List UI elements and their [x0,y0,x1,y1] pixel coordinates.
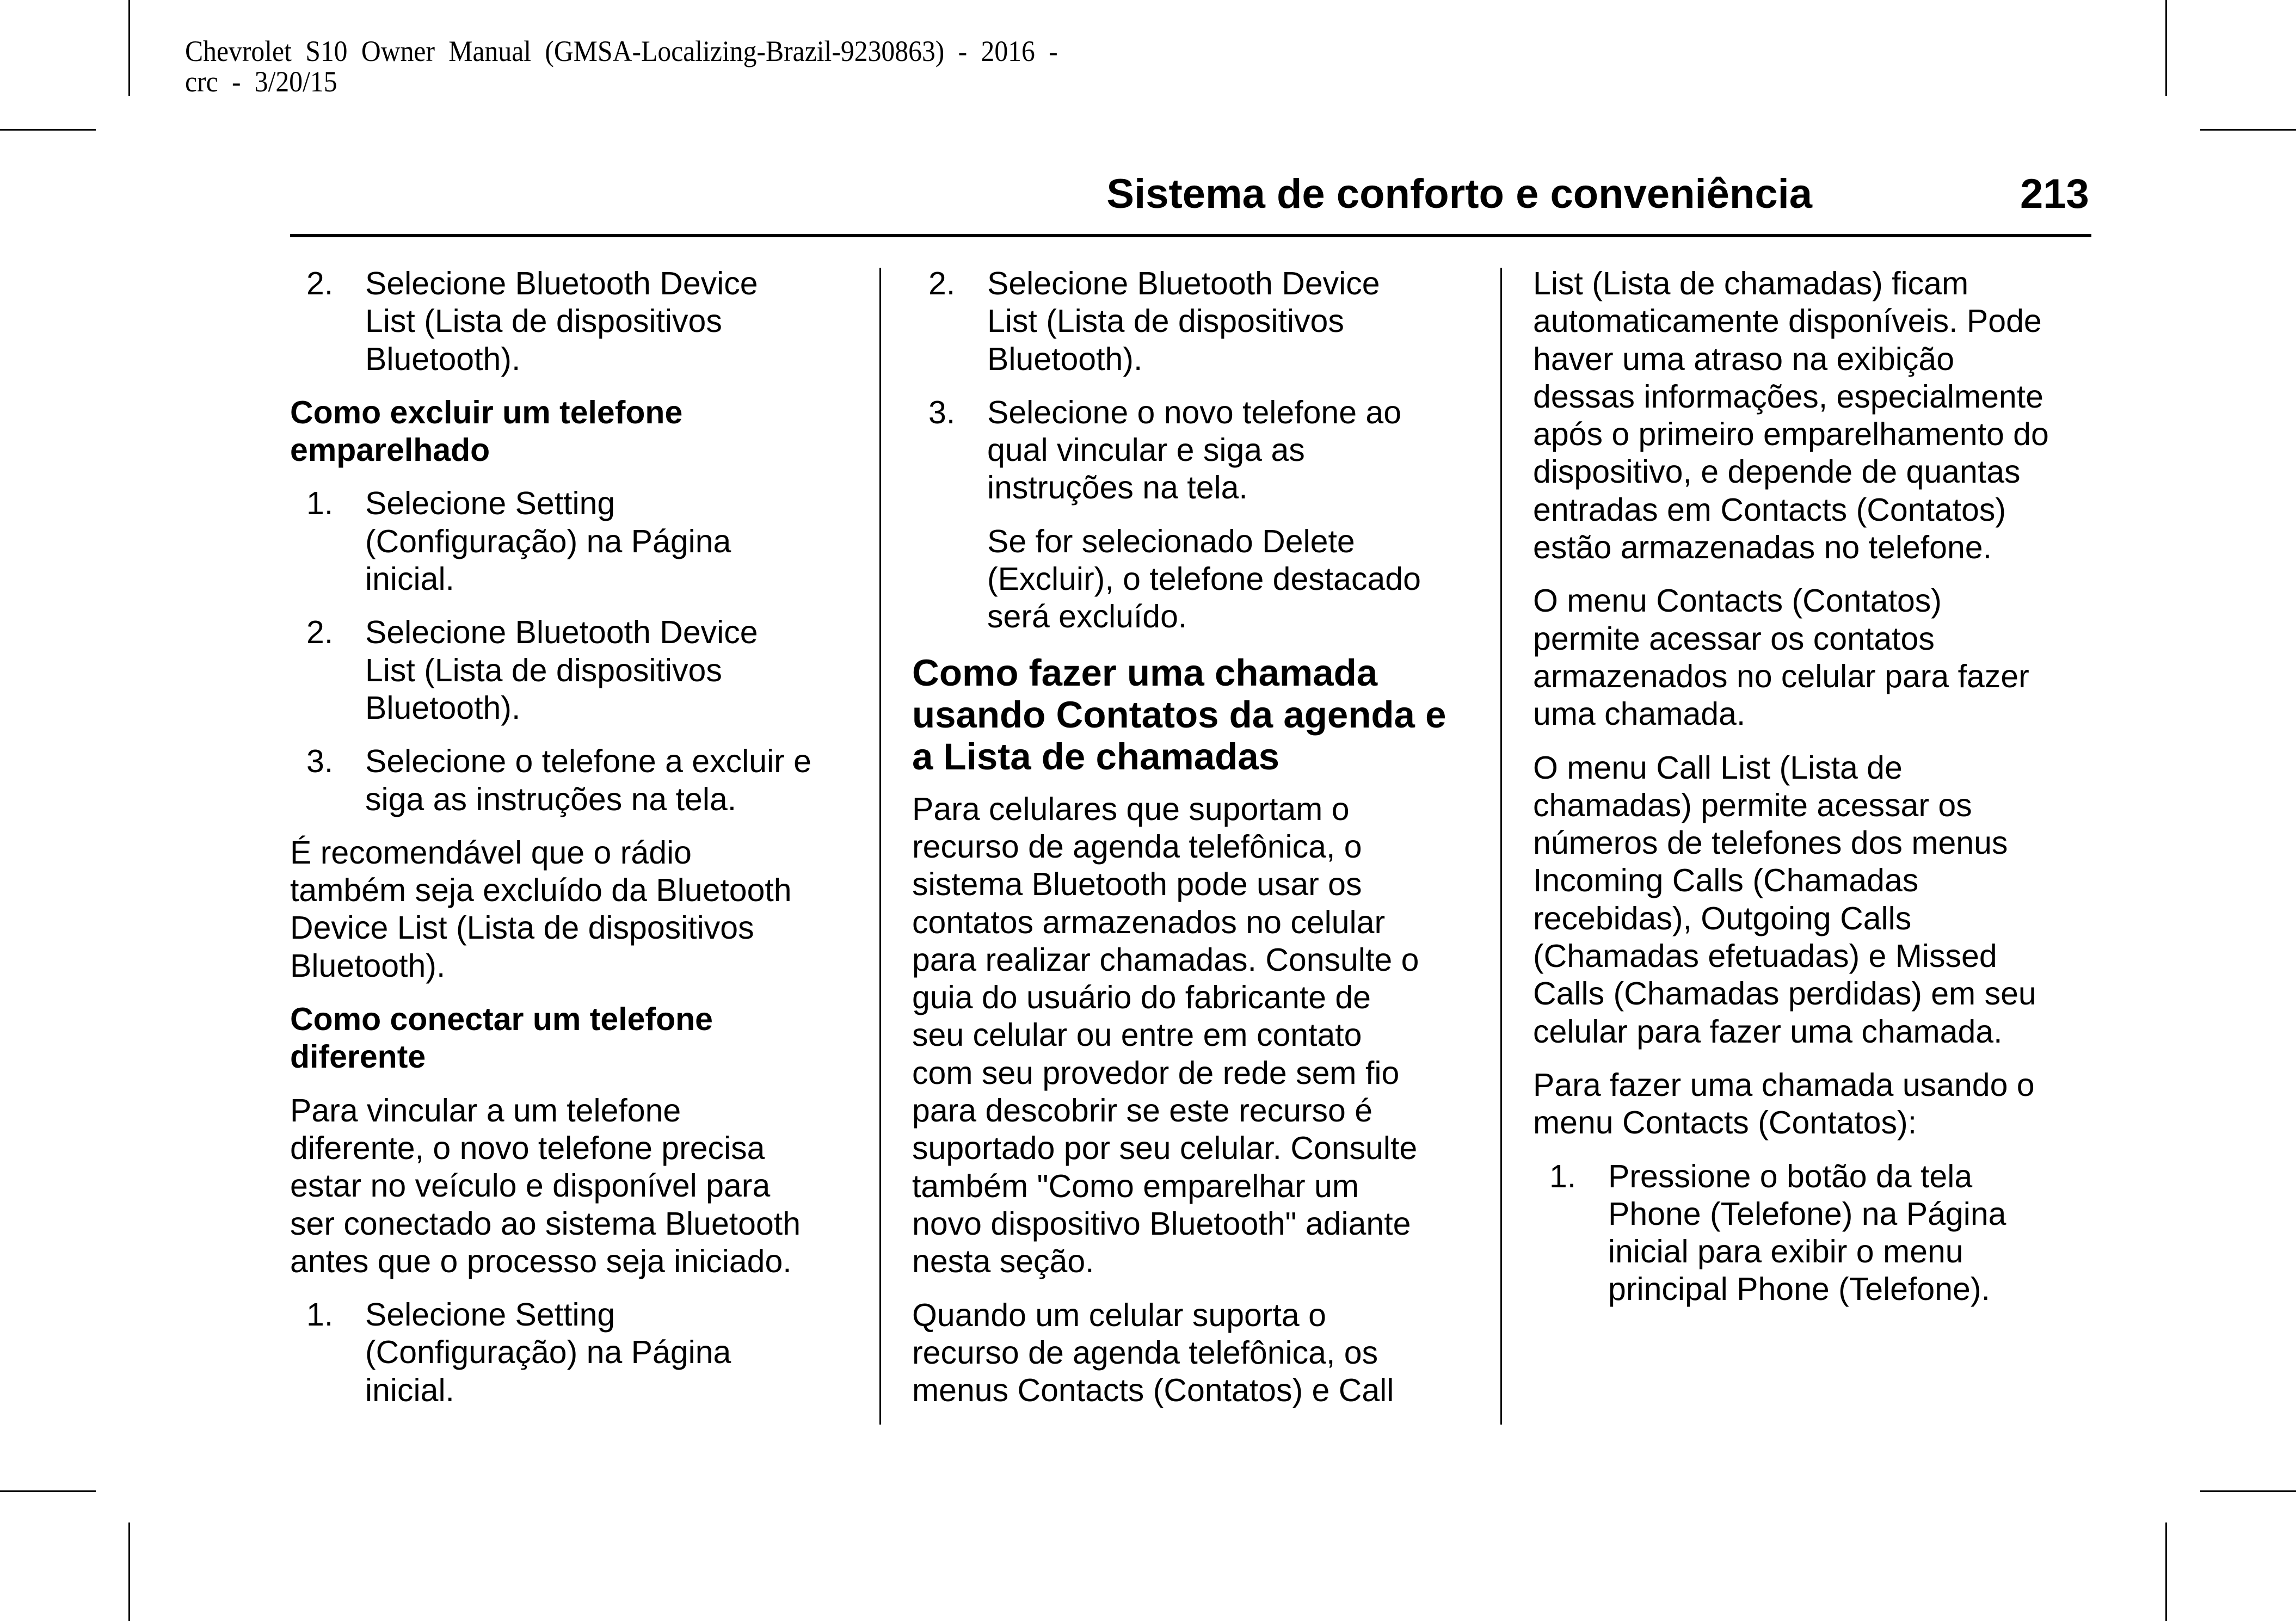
header-rule [290,234,2091,237]
list-item [290,265,878,378]
document-info-line1: Chevrolet S10 Owner Manual (GMSA-Localizing-Brazil-9230863) - 2016 - [185,35,1058,67]
indented-paragraph [912,523,1500,636]
column-divider [879,268,881,1425]
text-line: nesta seção. [912,1243,1094,1280]
column-2 [912,265,1500,1425]
text-line: dispositivo, e depende de quantas [1533,454,2021,490]
text-line: armazenados no celular para fazer [1533,658,2029,694]
text-line: com seu provedor de rede sem fio [912,1055,1400,1091]
text-line: Se for selecionado Delete [987,523,1355,559]
crop-mark [2165,1523,2167,1621]
text-line: Bluetooth). [365,341,521,377]
text-line: Selecione Bluetooth Device [365,266,758,301]
text-line: novo dispositivo Bluetooth" adiante [912,1205,1411,1242]
text-line: Selecione Bluetooth Device [987,266,1380,301]
text-line: usando Contatos da agenda e [912,693,1446,736]
text-line: Quando um celular suporta o [912,1297,1326,1333]
text-line: Como fazer uma chamada [912,651,1378,694]
text-line: Device List (Lista de dispositivos [290,910,754,946]
list-number: 1. [1549,1158,1577,1194]
crop-mark [0,1490,96,1492]
subheading [290,1001,878,1076]
section-title: Sistema de conforto e conveniência [1106,171,1812,217]
paragraph [290,834,878,985]
text-line: Phone (Telefone) na Página [1608,1195,2006,1232]
list-number: 1. [306,1297,334,1333]
crop-mark [2200,1490,2296,1492]
list-number: 1. [306,485,334,522]
text-line: permite acessar os contatos [1533,620,1935,657]
text-line: recurso de agenda telefônica, o [912,828,1362,865]
column-divider [1500,268,1502,1425]
text-line: também seja excluído da Bluetooth [290,872,792,909]
text-line: List (Lista de chamadas) ficam [1533,266,1969,301]
subheading [290,394,878,470]
text-line: será excluído. [987,599,1187,635]
text-line: chamadas) permite acessar os [1533,787,1972,823]
column-1 [290,265,878,1425]
text-line: (Configuração) na Página [365,523,731,559]
crop-mark [128,0,130,96]
section-heading [912,652,1500,778]
text-line: Selecione Setting [365,485,615,522]
paragraph [290,1092,878,1280]
list-number: 2. [928,266,956,301]
text-line: estar no veículo e disponível para [290,1168,771,1204]
text-line: O menu Contacts (Contatos) [1533,583,1942,619]
text-line: haver uma atraso na exibição [1533,341,1955,377]
text-line: Bluetooth). [987,341,1143,377]
document-info-line2: crc - 3/20/15 [185,65,337,98]
text-line: diferente [290,1039,426,1075]
text-line: também "Como emparelhar um [912,1168,1359,1204]
text-line: ser conectado ao sistema Bluetooth [290,1205,801,1242]
list-number: 2. [306,614,334,651]
text-line: celular para fazer uma chamada. [1533,1013,2003,1050]
list-number: 3. [306,743,334,780]
list-item [290,485,878,598]
text-line: guia do usuário do fabricante de [912,979,1371,1016]
list-item [290,1296,878,1409]
text-line: contatos armazenados no celular [912,904,1386,940]
text-line: menu Contacts (Contatos): [1533,1105,1917,1141]
text-line: Selecione Setting [365,1297,615,1333]
list-number: 2. [306,266,334,301]
list-item [290,614,878,727]
column-3 [1533,265,2121,1324]
crop-mark [0,129,96,131]
crop-mark [2165,0,2167,96]
list-number: 3. [928,394,956,430]
text-line: O menu Call List (Lista de [1533,749,1903,786]
text-line: recurso de agenda telefônica, os [912,1334,1378,1371]
text-line: Bluetooth). [365,689,521,726]
paragraph [1533,1067,2121,1142]
text-line: entradas em Contacts (Contatos) [1533,491,2006,528]
text-line: Selecione o novo telefone ao [987,394,1402,430]
text-line: menus Contacts (Contatos) e Call [912,1372,1394,1409]
list-item [912,394,1500,507]
text-line: suportado por seu celular. Consulte [912,1130,1418,1167]
text-line: Para celulares que suportam o [912,791,1350,827]
text-line: Como excluir um telefone [290,394,683,430]
text-line: Calls (Chamadas perdidas) em seu [1533,976,2036,1012]
text-line: Selecione o telefone a excluir e [365,743,811,780]
text-line: List (Lista de dispositivos [987,303,1344,340]
text-line: Selecione Bluetooth Device [365,614,758,651]
text-line: Para fazer uma chamada usando o [1533,1067,2035,1103]
paragraph [1533,582,2121,733]
text-line: antes que o processo seja iniciado. [290,1243,792,1279]
text-line: instruções na tela. [987,470,1248,506]
text-line: números de telefones dos menus [1533,825,2008,861]
text-line: uma chamada. [1533,696,1746,732]
text-line: automaticamente disponíveis. Pode [1533,303,2042,340]
list-item [912,265,1500,378]
list-item [1533,1158,2121,1309]
text-line: principal Phone (Telefone). [1608,1271,1990,1308]
paragraph [912,791,1500,1281]
crop-mark [128,1523,130,1621]
paragraph [1533,265,2121,566]
text-line: List (Lista de dispositivos [365,652,722,688]
text-line: seu celular ou entre em contato [912,1017,1362,1053]
text-line: (Chamadas efetuadas) e Missed [1533,938,1997,975]
text-line: emparelhado [290,432,490,469]
text-line: siga as instruções na tela. [365,781,737,817]
list-item [290,743,878,818]
text-line: após o primeiro emparelhamento do [1533,416,2049,453]
paragraph [912,1297,1500,1410]
text-line: É recomendável que o rádio [290,834,692,871]
text-line: List (Lista de dispositivos [365,303,722,340]
document-info [185,36,1058,97]
text-line: diferente, o novo telefone precisa [290,1130,765,1166]
text-line: (Excluir), o telefone destacado [987,561,1421,597]
text-line: qual vincular e siga as [987,432,1305,469]
text-line: para descobrir se este recurso é [912,1093,1373,1129]
text-line: Bluetooth). [290,947,446,984]
text-line: dessas informações, especialmente [1533,378,2043,415]
text-line: Como conectar um telefone [290,1001,713,1038]
text-line: para realizar chamadas. Consulte o [912,941,1419,978]
crop-mark [2200,129,2296,131]
text-line: inicial. [365,561,454,597]
text-line: Para vincular a um telefone [290,1092,681,1129]
text-line: recebidas), Outgoing Calls [1533,900,1912,936]
text-line: inicial para exibir o menu [1608,1234,1963,1270]
text-line: sistema Bluetooth pode usar os [912,866,1362,903]
text-line: a Lista de chamadas [912,735,1279,778]
text-line: Incoming Calls (Chamadas [1533,862,1919,899]
text-line: inicial. [365,1372,454,1408]
page-number: 213 [2020,171,2089,217]
text-line: (Configuração) na Página [365,1334,731,1371]
text-line: estão armazenadas no telefone. [1533,529,1992,566]
paragraph [1533,749,2121,1051]
text-line: Pressione o botão da tela [1608,1158,1973,1194]
